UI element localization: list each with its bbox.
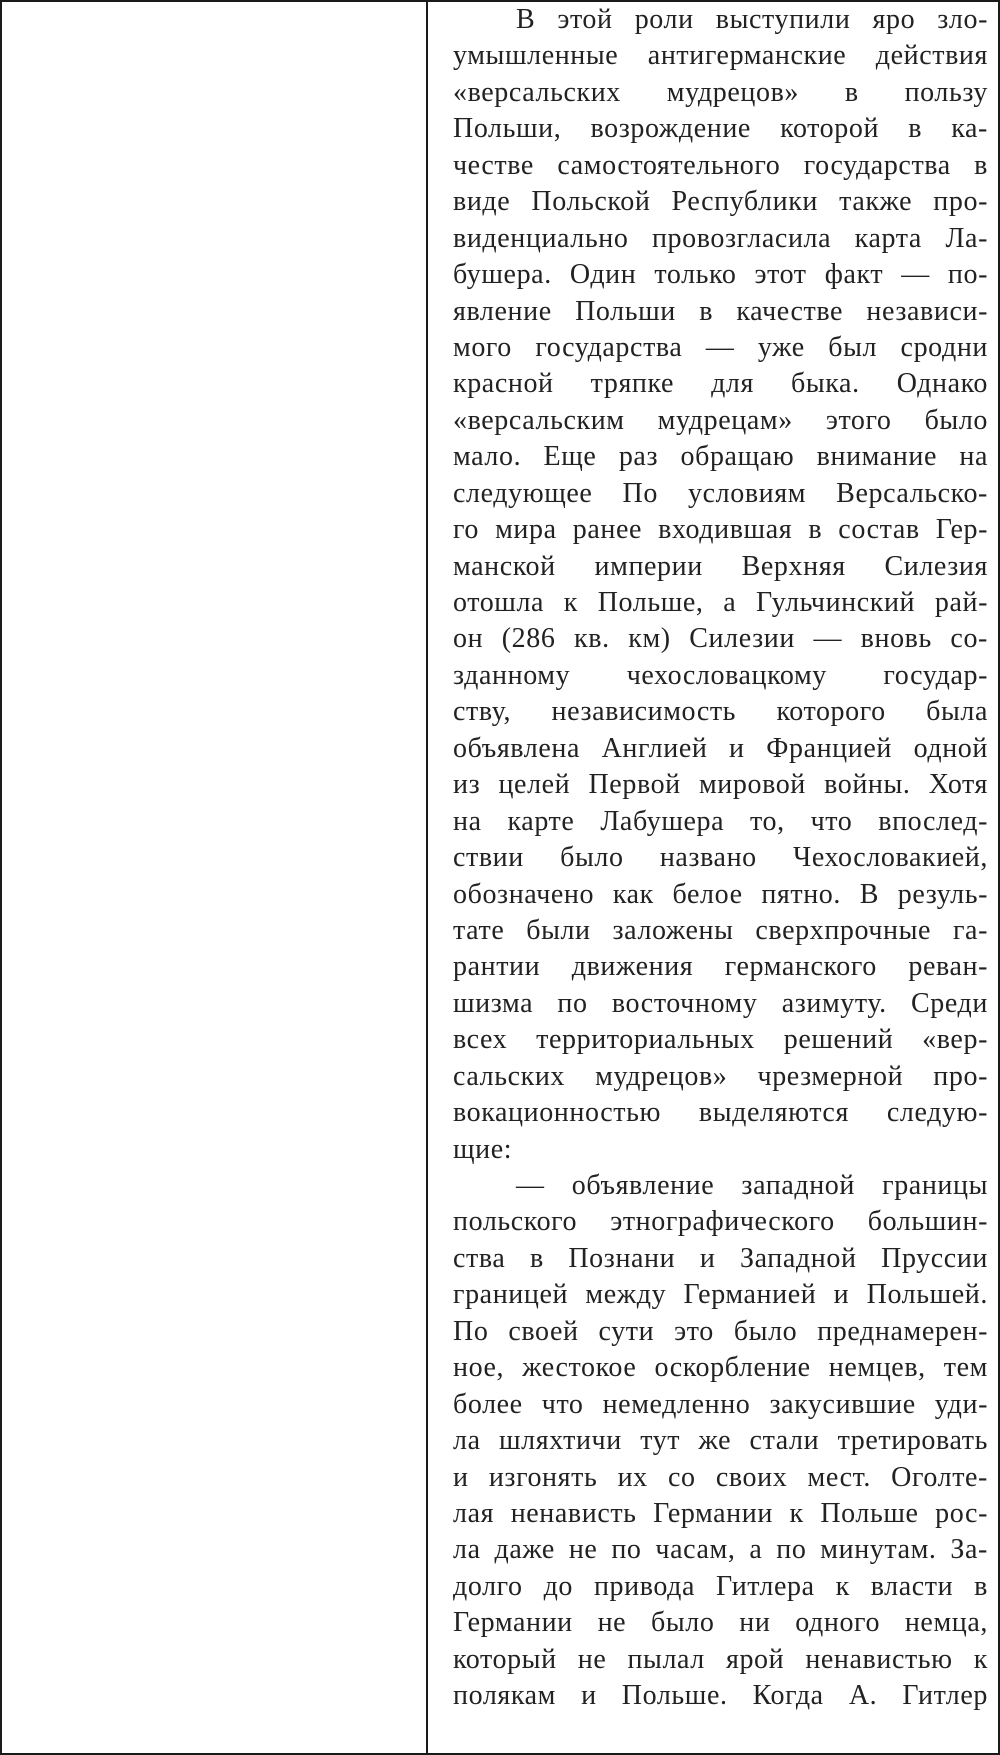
text-line: всех территориальных решений «вер- (453, 1024, 988, 1056)
text-line: ствии было названо Чехословакией, (453, 842, 988, 874)
text-line: обозначено как белое пятно. В резуль- (453, 878, 988, 910)
text-line: Польши, возрождение которой в ка- (453, 113, 988, 145)
text-line: шизма по восточному азимуту. Среди (453, 987, 988, 1019)
text-line: честве самостоятельного государства в (453, 149, 988, 181)
text-line: он (286 кв. км) Силезии — вновь со- (453, 623, 988, 655)
text-line: манской империи Верхняя Силезия (453, 550, 988, 582)
text-line: объявлена Англией и Францией одной (453, 732, 988, 764)
text-line: — объявление западной границы (516, 1170, 988, 1201)
text-line: бушера. Один только этот факт — по- (453, 259, 988, 291)
text-line: зданному чехословацкому государ- (453, 659, 988, 691)
text-line: По своей сути это было преднамерен- (453, 1315, 988, 1347)
blank-left-column (2, 2, 428, 1753)
text-line: более что немедленно закусившие уди- (453, 1388, 988, 1420)
body-text (428, 2, 998, 1715)
text-line: вокационностью выделяются следую- (453, 1097, 988, 1129)
text-line: полякам и Польше. Когда А. Гитлер (453, 1680, 988, 1712)
text-line: виде Польской Республики также про- (453, 186, 988, 218)
text-line: «версальских мудрецов» в пользу (453, 76, 988, 108)
text-line: лая ненависть Германии к Польше рос- (453, 1497, 988, 1529)
text-line: виденциально провозгласила карта Ла- (453, 222, 988, 254)
text-line: Германии не было ни одного немца, (453, 1607, 988, 1639)
text-line: мало. Еще раз обращаю внимание на (453, 441, 988, 473)
text-line: и изгонять их со своих мест. Оголте- (453, 1461, 988, 1493)
text-line: «версальским мудрецам» этого было (453, 404, 988, 436)
text-line: щие: (453, 1133, 513, 1165)
text-line: В этой роли выступили яро зло- (516, 4, 988, 35)
text-line: ству, независимость которого была (453, 696, 988, 728)
text-line: из целей Первой мировой войны. Хотя (453, 769, 988, 801)
text-line: рантии движения германского реван- (453, 951, 988, 983)
text-line: ное, жестокое оскорбление немцев, тем (453, 1352, 988, 1384)
text-line: долго до привода Гитлера к власти в (453, 1570, 988, 1602)
text-line: границей между Германией и Польшей. (453, 1279, 988, 1311)
text-line: тате были заложены сверхпрочные га- (453, 914, 988, 946)
text-line: ства в Познани и Западной Пруссии (453, 1242, 988, 1274)
text-line: отошла к Польше, а Гульчинский рай- (453, 587, 988, 618)
text-line: явление Польши в качестве независи- (453, 295, 988, 327)
text-line: ла шляхтичи тут же стали третировать (453, 1425, 988, 1457)
text-column (428, 2, 998, 1753)
text-line: следующее По условиям Версальско- (453, 477, 988, 509)
text-line: умышленные антигерманские действия (453, 40, 988, 72)
text-line: польского этнографического большин- (453, 1206, 988, 1238)
text-line: который не пылал ярой ненавистью к (453, 1643, 988, 1675)
text-line: сальских мудрецов» чрезмерной про- (453, 1060, 988, 1092)
text-line: го мира ранее входившая в состав Гер- (453, 514, 988, 546)
text-line: на карте Лабушера то, что впослед- (453, 805, 988, 837)
text-line: ла даже не по часам, а по минутам. За- (453, 1534, 988, 1566)
text-line: красной тряпке для быка. Однако (453, 368, 988, 400)
text-line: мого государства — уже был сродни (453, 331, 988, 363)
